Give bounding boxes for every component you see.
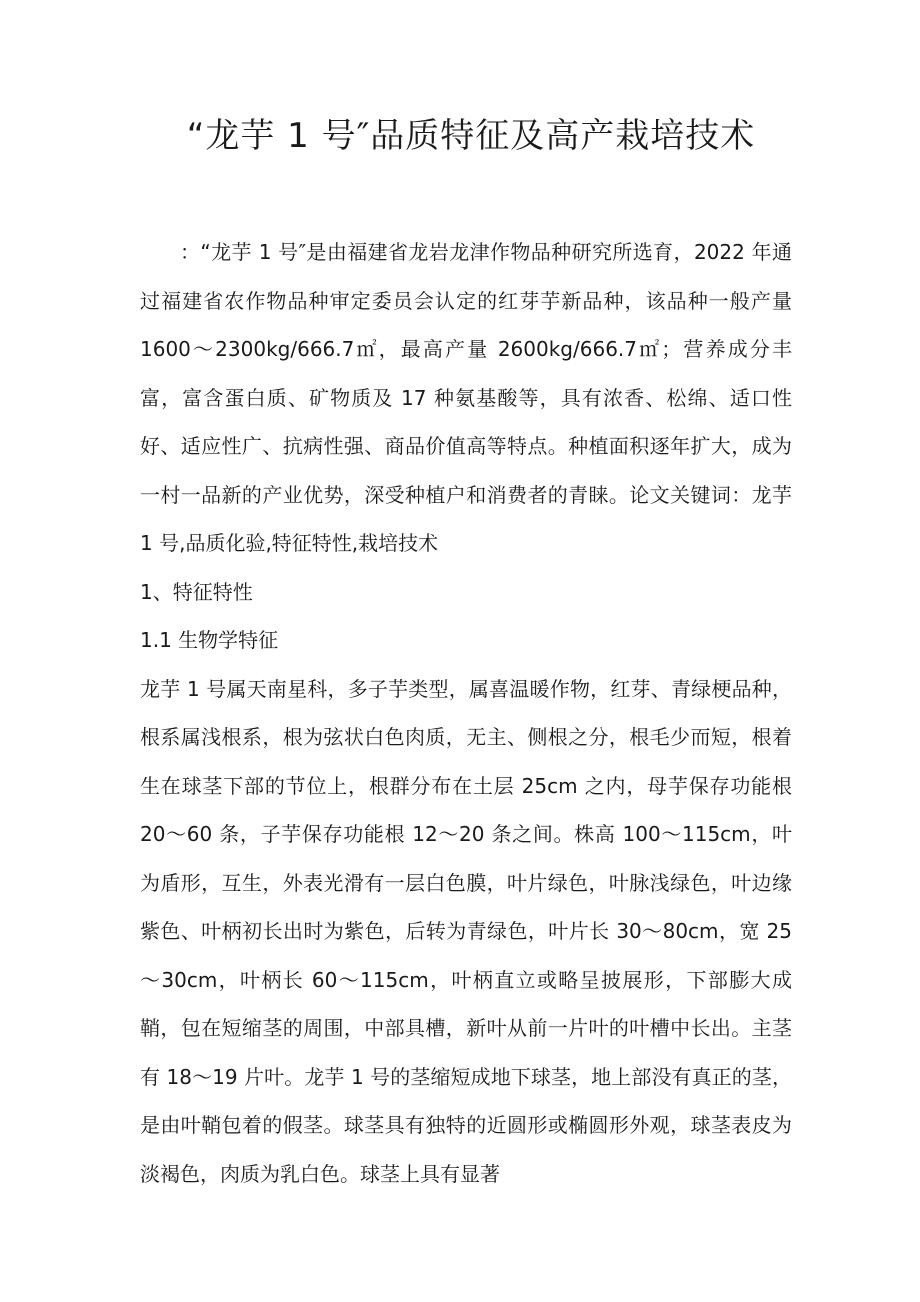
section-heading-1: 1、特征特性 — [140, 579, 253, 604]
section-heading-1-1: 1.1 生物学特征 — [140, 628, 279, 652]
body-paragraph: 龙芋 1 号属天南星科，多子芋类型，属喜温暖作物，红芽、青绿梗品种，根系属浅根系，根为弦状白色肉质，无主、侧根之分，根毛少而短，根着生在球茎下部的节位上，根群分布在土层 25cm 之内，母芋保存功能根 20～60 条，子芋保存功能根 12～20 条之间。株高 100～115cm，叶为盾形，互生，外表光滑有一层白色膜，叶片绿色，叶脉浅绿色，叶边缘紫色、叶柄初长出时为紫色，后转为青绿色，叶片长 30～80cm，宽 25～30cm，叶柄长 60～115cm，叶柄直立或略呈披展形，下部膨大成鞘，包在短缩茎的周围，中部具槽，新叶从前一片叶的叶槽中长出。主茎有 18～19 片叶。龙芋 1 号的茎缩短成地下球茎，地上部没有真正的茎，是由叶鞘包着的假茎。球茎具有独特的近圆形或椭圆形外观，球茎表皮为淡褐色，肉质为乳白色。球茎上具有显著 — [140, 676, 792, 1186]
abstract-paragraph: ：“龙芋 1 号″是由福建省龙岩龙津作物品种研究所选育，2022 年通过福建省农作物品种审定委员会认定的红芽芋新品种，该品种一般产量 1600～2300kg/666.7㎡，最高产量 2600kg/666.7㎡；营养成分丰富，富含蛋白质、矿物质及 17 种氨基酸等，具有浓香、松绵、适口性好、适应性广、抗病性强、商品价值高等特点。种植面积逐年扩大，成为一村一品新的产业优势，深受种植户和消费者的青睐。论文关键词：龙芋 1 号,品质化验,特征特性,栽培技术 — [140, 240, 792, 555]
document-body — [140, 228, 792, 1198]
document-title: “龙芋 1 号″品质特征及高产栽培技术 — [186, 116, 756, 156]
